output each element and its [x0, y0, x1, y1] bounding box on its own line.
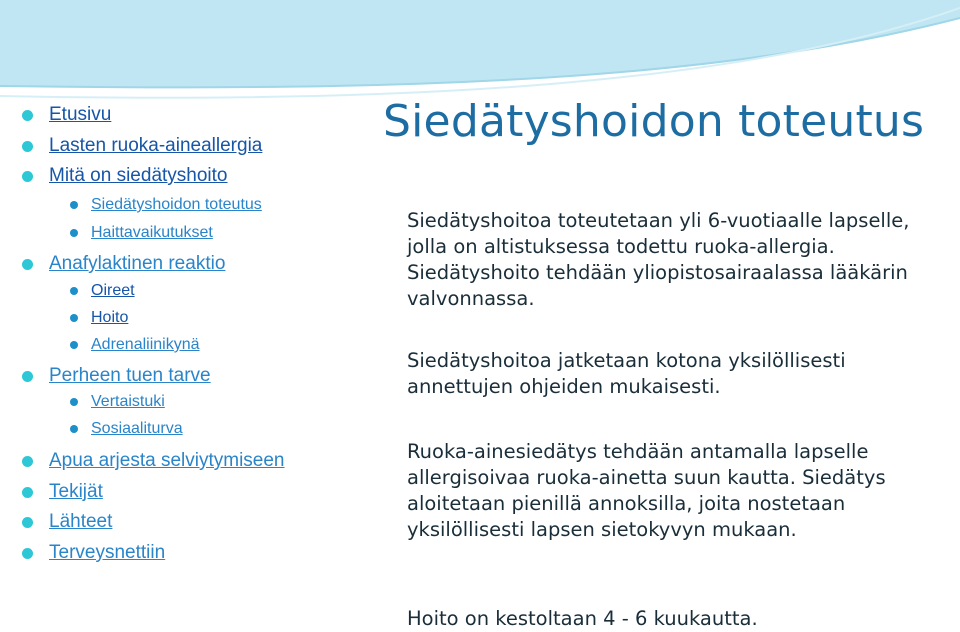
nav-link[interactable]: Apua arjesta selviytymiseen [49, 450, 285, 471]
nav-item[interactable] [22, 253, 225, 275]
bullet-icon [22, 141, 33, 152]
nav-link[interactable]: Adrenaliinikynä [91, 336, 200, 353]
nav-item[interactable] [70, 336, 200, 354]
nav-item[interactable] [22, 104, 111, 126]
bullet-icon [22, 548, 33, 559]
nav-item[interactable] [22, 511, 112, 533]
nav-link[interactable]: Etusivu [49, 104, 112, 125]
nav-link[interactable]: Vertaistuki [91, 393, 165, 410]
bullet-icon [70, 201, 78, 209]
bullet-icon [70, 314, 78, 322]
nav-item[interactable] [22, 135, 262, 157]
nav-item[interactable] [70, 393, 165, 411]
nav-item[interactable] [70, 196, 262, 214]
nav-item[interactable] [22, 365, 211, 387]
nav-link[interactable]: Sosiaaliturva [91, 420, 183, 437]
bullet-icon [22, 371, 33, 382]
nav-link[interactable]: Lähteet [49, 511, 113, 532]
nav-item[interactable] [22, 481, 103, 503]
bullet-icon [70, 398, 78, 406]
nav-link[interactable]: Haittavaikutukset [91, 224, 213, 241]
nav-item[interactable] [70, 420, 183, 438]
nav-item[interactable] [70, 309, 128, 327]
nav-link[interactable]: Hoito [91, 309, 129, 326]
paragraph-eligibility: Siedätyshoitoa toteutetaan yli 6-vuotiaalle lapselle, jolla on altistuksessa todettu ruoka-allergia. Siedätyshoito tehdään yliopistosairaalassa lääkärin valvonnassa. [407, 209, 910, 310]
nav-link[interactable]: Siedätyshoidon toteutus [91, 196, 262, 213]
bullet-icon [22, 259, 33, 270]
nav-item[interactable] [70, 224, 213, 242]
bullet-icon [22, 110, 33, 121]
nav-item[interactable] [22, 450, 285, 472]
nav-item[interactable] [70, 282, 135, 300]
bullet-icon [22, 517, 33, 528]
paragraph-duration: Hoito on kestoltaan 4 - 6 kuukautta. [407, 607, 758, 630]
bullet-icon [70, 229, 78, 237]
nav-link[interactable]: Perheen tuen tarve [49, 365, 211, 386]
bullet-icon [22, 171, 33, 182]
bullet-icon [70, 287, 78, 295]
bullet-icon [22, 456, 33, 467]
nav-item[interactable] [22, 165, 228, 187]
nav-item[interactable] [22, 542, 165, 564]
paragraph-home-continuation: Siedätyshoitoa jatketaan kotona yksilöllisesti annettujen ohjeiden mukaisesti. [407, 349, 846, 398]
nav-link[interactable]: Mitä on siedätyshoito [49, 165, 228, 186]
nav-link[interactable]: Anafylaktinen reaktio [49, 253, 226, 274]
bullet-icon [22, 487, 33, 498]
page-title: Siedätyshoidon toteutus [383, 96, 925, 147]
header-wave-decoration [0, 0, 960, 110]
paragraph-method: Ruoka-ainesiedätys tehdään antamalla lapselle allergisoivaa ruoka-ainetta suun kautta. Siedätys aloitetaan pienillä annoksilla, joita nostetaan yksilöllisesti lapsen sietokyvyn mukaan. [407, 440, 886, 541]
nav-link[interactable]: Oireet [91, 282, 135, 299]
bullet-icon [70, 425, 78, 433]
nav-link[interactable]: Lasten ruoka-aineallergia [49, 135, 263, 156]
nav-link[interactable]: Terveysnettiin [49, 542, 166, 563]
nav-link[interactable]: Tekijät [49, 481, 103, 502]
bullet-icon [70, 341, 78, 349]
